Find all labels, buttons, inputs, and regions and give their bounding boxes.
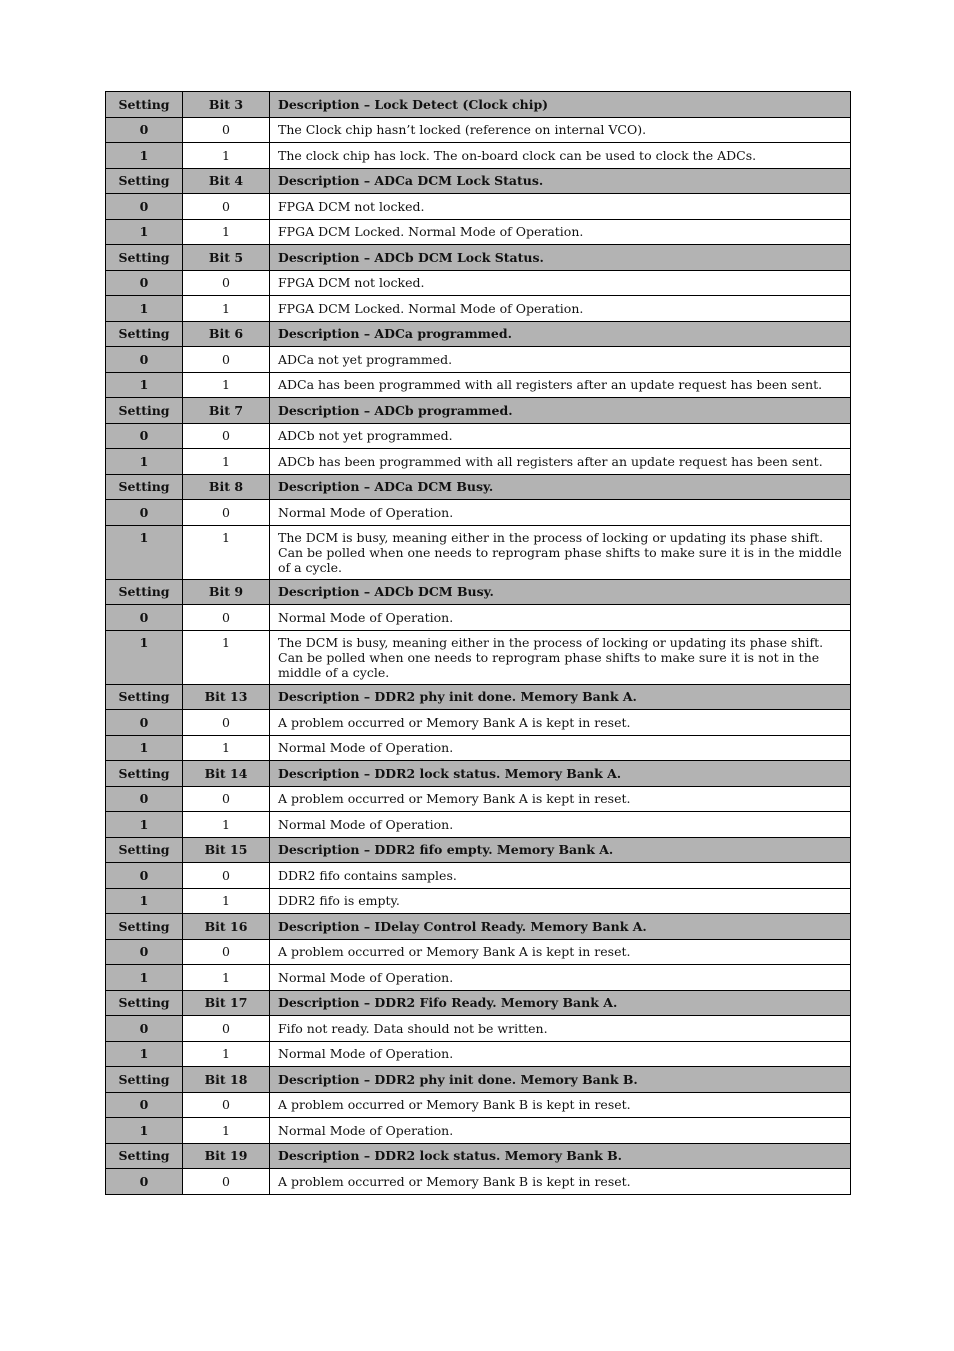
setting-value-cell: 1 <box>106 525 183 579</box>
setting-row <box>106 117 851 143</box>
bit-header-cell: Bit 19 <box>183 1143 270 1169</box>
bit-value-cell: 0 <box>183 194 270 220</box>
section-header-row <box>106 1143 851 1169</box>
description-header-cell: Description – ADCb DCM Lock Status. <box>270 245 851 271</box>
setting-header-cell: Setting <box>106 474 183 500</box>
setting-value-cell: 1 <box>106 630 183 684</box>
bit-value-cell: 0 <box>183 710 270 736</box>
setting-row <box>106 347 851 373</box>
description-cell: DDR2 fifo is empty. <box>270 888 851 914</box>
setting-header-cell: Setting <box>106 245 183 271</box>
bit-value-cell: 1 <box>183 735 270 761</box>
setting-row <box>106 1118 851 1144</box>
description-header-cell: Description – ADCa DCM Lock Status. <box>270 168 851 194</box>
bit-value-cell: 0 <box>183 347 270 373</box>
bit-value-cell: 0 <box>183 500 270 526</box>
setting-row <box>106 710 851 736</box>
bit-header-cell: Bit 15 <box>183 837 270 863</box>
setting-value-cell: 1 <box>106 812 183 838</box>
description-cell: Fifo not ready. Data should not be written. <box>270 1016 851 1042</box>
description-header-cell: Description – Lock Detect (Clock chip) <box>270 92 851 118</box>
section-header-row <box>106 914 851 940</box>
bit-value-cell: 1 <box>183 296 270 322</box>
bit-value-cell: 1 <box>183 219 270 245</box>
description-header-cell: Description – ADCa DCM Busy. <box>270 474 851 500</box>
setting-header-cell: Setting <box>106 1067 183 1093</box>
setting-row <box>106 605 851 631</box>
bit-value-cell: 1 <box>183 812 270 838</box>
bit-value-cell: 0 <box>183 1169 270 1195</box>
section-header-row <box>106 761 851 787</box>
bit-value-cell: 1 <box>183 1041 270 1067</box>
setting-row <box>106 812 851 838</box>
description-cell: The Clock chip hasn’t locked (reference on internal VCO). <box>270 117 851 143</box>
bit-value-cell: 0 <box>183 117 270 143</box>
setting-row <box>106 296 851 322</box>
setting-row <box>106 372 851 398</box>
setting-value-cell: 1 <box>106 1041 183 1067</box>
setting-value-cell: 1 <box>106 219 183 245</box>
bit-value-cell: 1 <box>183 372 270 398</box>
setting-value-cell: 0 <box>106 1169 183 1195</box>
setting-header-cell: Setting <box>106 579 183 605</box>
setting-row <box>106 1092 851 1118</box>
setting-value-cell: 0 <box>106 270 183 296</box>
section-header-row <box>106 837 851 863</box>
setting-header-cell: Setting <box>106 321 183 347</box>
section-header-row <box>106 398 851 424</box>
setting-row <box>106 786 851 812</box>
description-cell: FPGA DCM not locked. <box>270 194 851 220</box>
bit-value-cell: 0 <box>183 863 270 889</box>
section-header-row <box>106 474 851 500</box>
bit-header-cell: Bit 7 <box>183 398 270 424</box>
section-header-row <box>106 579 851 605</box>
setting-header-cell: Setting <box>106 1143 183 1169</box>
bit-header-cell: Bit 9 <box>183 579 270 605</box>
setting-row <box>106 449 851 475</box>
bit-value-cell: 1 <box>183 965 270 991</box>
setting-header-cell: Setting <box>106 92 183 118</box>
description-cell: ADCa has been programmed with all registers after an update request has been sent. <box>270 372 851 398</box>
setting-value-cell: 1 <box>106 449 183 475</box>
description-cell: Normal Mode of Operation. <box>270 1118 851 1144</box>
setting-value-cell: 1 <box>106 296 183 322</box>
setting-value-cell: 0 <box>106 786 183 812</box>
description-cell: DDR2 fifo contains samples. <box>270 863 851 889</box>
section-header-row <box>106 245 851 271</box>
description-cell: Normal Mode of Operation. <box>270 735 851 761</box>
setting-row <box>106 143 851 169</box>
description-header-cell: Description – DDR2 lock status. Memory Bank A. <box>270 761 851 787</box>
setting-row <box>106 1016 851 1042</box>
setting-row <box>106 1041 851 1067</box>
bit-value-cell: 0 <box>183 605 270 631</box>
bit-value-cell: 0 <box>183 786 270 812</box>
setting-value-cell: 0 <box>106 710 183 736</box>
setting-row <box>106 194 851 220</box>
description-cell: ADCa not yet programmed. <box>270 347 851 373</box>
description-cell: ADCb not yet programmed. <box>270 423 851 449</box>
bit-value-cell: 1 <box>183 1118 270 1144</box>
setting-value-cell: 0 <box>106 605 183 631</box>
description-cell: The clock chip has lock. The on-board clock can be used to clock the ADCs. <box>270 143 851 169</box>
description-cell: A problem occurred or Memory Bank A is kept in reset. <box>270 786 851 812</box>
description-header-cell: Description – DDR2 fifo empty. Memory Bank A. <box>270 837 851 863</box>
bit-header-cell: Bit 8 <box>183 474 270 500</box>
description-cell: Normal Mode of Operation. <box>270 605 851 631</box>
section-header-row <box>106 684 851 710</box>
description-header-cell: Description – ADCb programmed. <box>270 398 851 424</box>
setting-header-cell: Setting <box>106 168 183 194</box>
setting-row <box>106 965 851 991</box>
section-header-row <box>106 92 851 118</box>
setting-row <box>106 500 851 526</box>
description-cell: A problem occurred or Memory Bank A is kept in reset. <box>270 710 851 736</box>
register-bit-table <box>105 91 851 1195</box>
bit-value-cell: 1 <box>183 143 270 169</box>
bit-value-cell: 0 <box>183 1092 270 1118</box>
setting-header-cell: Setting <box>106 684 183 710</box>
setting-row <box>106 270 851 296</box>
setting-header-cell: Setting <box>106 761 183 787</box>
bit-header-cell: Bit 5 <box>183 245 270 271</box>
bit-header-cell: Bit 6 <box>183 321 270 347</box>
setting-row <box>106 423 851 449</box>
bit-header-cell: Bit 16 <box>183 914 270 940</box>
setting-header-cell: Setting <box>106 398 183 424</box>
bit-value-cell: 0 <box>183 1016 270 1042</box>
bit-header-cell: Bit 4 <box>183 168 270 194</box>
bit-header-cell: Bit 17 <box>183 990 270 1016</box>
setting-value-cell: 0 <box>106 863 183 889</box>
bit-value-cell: 0 <box>183 939 270 965</box>
setting-value-cell: 0 <box>106 1016 183 1042</box>
bit-value-cell: 1 <box>183 888 270 914</box>
description-cell: The DCM is busy, meaning either in the process of locking or updating its phase shift. Can be polled when one needs to reprogram phase shifts to make sure it is not in the middle of a cycle. <box>270 630 851 684</box>
register-table-body <box>106 92 851 1195</box>
description-header-cell: Description – DDR2 Fifo Ready. Memory Bank A. <box>270 990 851 1016</box>
setting-row <box>106 863 851 889</box>
description-cell: FPGA DCM Locked. Normal Mode of Operation. <box>270 219 851 245</box>
setting-row <box>106 525 851 579</box>
setting-row <box>106 1169 851 1195</box>
section-header-row <box>106 321 851 347</box>
section-header-row <box>106 168 851 194</box>
setting-header-cell: Setting <box>106 990 183 1016</box>
description-cell: The DCM is busy, meaning either in the process of locking or updating its phase shift. Can be polled when one needs to reprogram phase shifts to make sure it is in the middle of a cycle. <box>270 525 851 579</box>
description-cell: ADCb has been programmed with all registers after an update request has been sent. <box>270 449 851 475</box>
setting-value-cell: 0 <box>106 117 183 143</box>
setting-value-cell: 0 <box>106 1092 183 1118</box>
description-header-cell: Description – ADCb DCM Busy. <box>270 579 851 605</box>
description-header-cell: Description – ADCa programmed. <box>270 321 851 347</box>
description-cell: Normal Mode of Operation. <box>270 965 851 991</box>
setting-row <box>106 939 851 965</box>
description-cell: FPGA DCM Locked. Normal Mode of Operation. <box>270 296 851 322</box>
setting-row <box>106 888 851 914</box>
bit-header-cell: Bit 3 <box>183 92 270 118</box>
setting-value-cell: 1 <box>106 965 183 991</box>
bit-header-cell: Bit 18 <box>183 1067 270 1093</box>
setting-value-cell: 1 <box>106 735 183 761</box>
description-cell: Normal Mode of Operation. <box>270 1041 851 1067</box>
setting-value-cell: 1 <box>106 888 183 914</box>
description-cell: FPGA DCM not locked. <box>270 270 851 296</box>
setting-value-cell: 0 <box>106 194 183 220</box>
setting-row <box>106 219 851 245</box>
setting-value-cell: 0 <box>106 423 183 449</box>
bit-header-cell: Bit 14 <box>183 761 270 787</box>
bit-header-cell: Bit 13 <box>183 684 270 710</box>
description-cell: Normal Mode of Operation. <box>270 812 851 838</box>
bit-value-cell: 0 <box>183 270 270 296</box>
description-header-cell: Description – IDelay Control Ready. Memory Bank A. <box>270 914 851 940</box>
description-cell: A problem occurred or Memory Bank B is kept in reset. <box>270 1092 851 1118</box>
setting-row <box>106 735 851 761</box>
setting-value-cell: 1 <box>106 143 183 169</box>
setting-row <box>106 630 851 684</box>
setting-value-cell: 1 <box>106 372 183 398</box>
bit-value-cell: 1 <box>183 449 270 475</box>
setting-value-cell: 0 <box>106 939 183 965</box>
description-header-cell: Description – DDR2 phy init done. Memory Bank A. <box>270 684 851 710</box>
description-cell: A problem occurred or Memory Bank A is kept in reset. <box>270 939 851 965</box>
section-header-row <box>106 1067 851 1093</box>
description-header-cell: Description – DDR2 lock status. Memory Bank B. <box>270 1143 851 1169</box>
bit-value-cell: 0 <box>183 423 270 449</box>
setting-header-cell: Setting <box>106 914 183 940</box>
description-cell: Normal Mode of Operation. <box>270 500 851 526</box>
bit-value-cell: 1 <box>183 630 270 684</box>
setting-header-cell: Setting <box>106 837 183 863</box>
setting-value-cell: 1 <box>106 1118 183 1144</box>
description-header-cell: Description – DDR2 phy init done. Memory Bank B. <box>270 1067 851 1093</box>
setting-value-cell: 0 <box>106 347 183 373</box>
section-header-row <box>106 990 851 1016</box>
description-cell: A problem occurred or Memory Bank B is kept in reset. <box>270 1169 851 1195</box>
bit-value-cell: 1 <box>183 525 270 579</box>
setting-value-cell: 0 <box>106 500 183 526</box>
